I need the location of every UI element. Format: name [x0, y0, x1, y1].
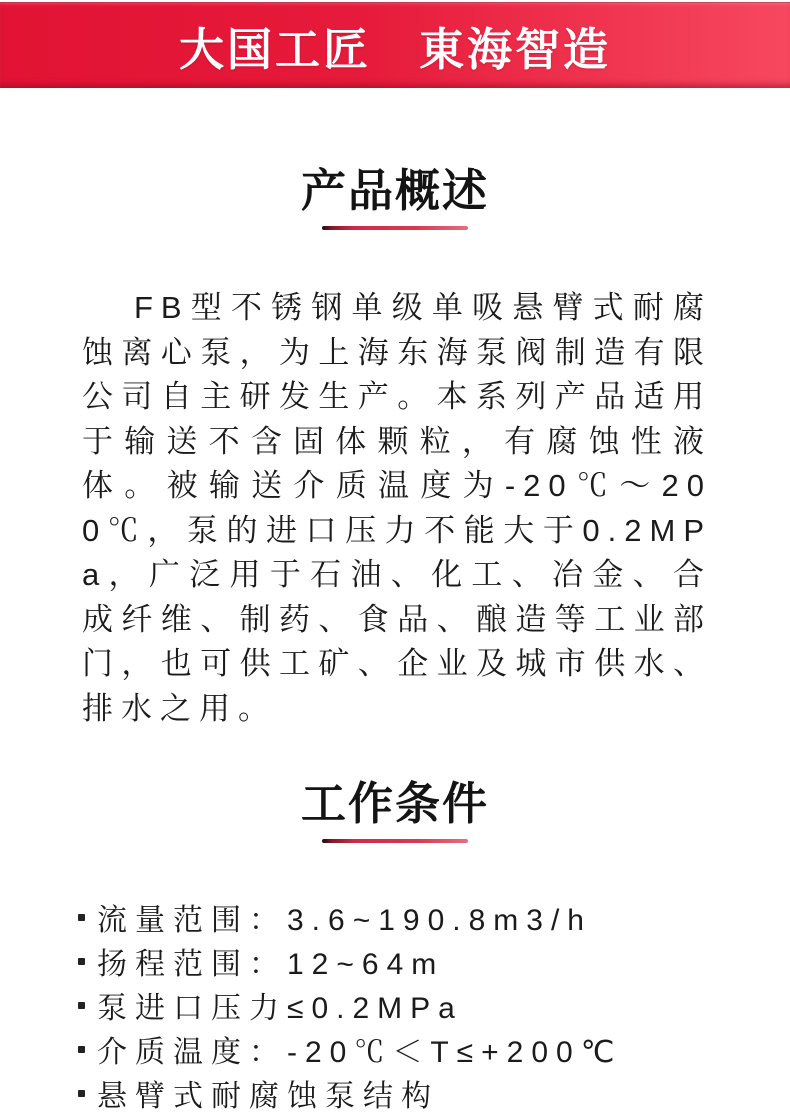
- bullet-dot-icon: [78, 1046, 85, 1053]
- header-banner: [0, 2, 790, 88]
- list-item: [78, 1027, 750, 1071]
- title-underline-divider: [322, 839, 468, 843]
- list-item: [78, 983, 750, 1027]
- list-item-text: 悬臂式耐腐蚀泵结构: [97, 1080, 439, 1113]
- list-item-text: 介质温度：-20℃＜T≤+200℃: [97, 1036, 623, 1069]
- bullet-dot-icon: [78, 958, 85, 965]
- banner-title: 大国工匠 東海智造: [178, 23, 611, 75]
- list-item: [78, 1071, 750, 1115]
- bullet-dot-icon: [78, 1002, 85, 1009]
- bullet-dot-icon: [78, 1090, 85, 1097]
- list-item-text: 扬程范围：12~64m: [97, 948, 445, 981]
- title-underline-divider: [322, 226, 468, 230]
- list-item-text: 流量范围：3.6~190.8m3/h: [97, 904, 592, 937]
- list-item: [78, 939, 750, 983]
- list-item: [78, 895, 750, 939]
- overview-section: [0, 165, 790, 731]
- list-item-text: 泵进口压力≤0.2MPa: [97, 992, 463, 1025]
- conditions-section-title: 工作条件: [300, 778, 489, 829]
- bullet-dot-icon: [78, 914, 85, 921]
- overview-section-title: 产品概述: [300, 165, 489, 216]
- conditions-list: [78, 895, 750, 1115]
- conditions-section: [0, 778, 790, 1115]
- overview-paragraph: FB型不锈钢单级单吸悬臂式耐腐蚀离心泵，为上海东海泵阀制造有限公司自主研发生产。本系列产品适用于输送不含固体颗粒，有腐蚀性液体。被输送介质温度为-20℃～200℃，泵的进口压力不能大于0.2MPa，广泛用于石油、化工、冶金、合成纤维、制药、食品、酿造等工业部门，也可供工矿、企业及城市供水、排水之用。: [82, 290, 712, 726]
